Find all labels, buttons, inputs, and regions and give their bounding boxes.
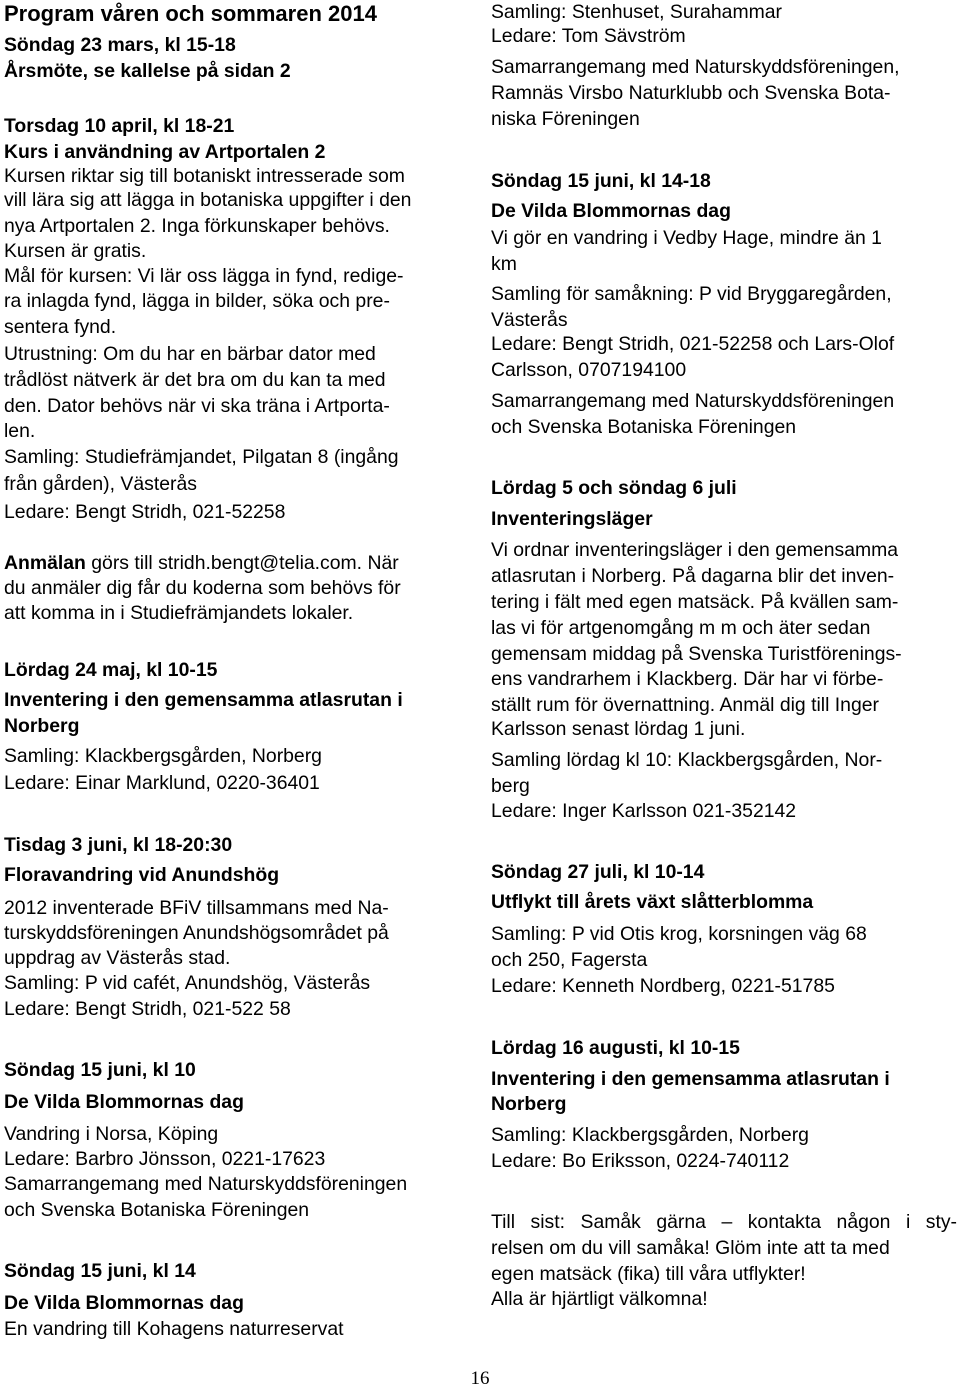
right-line-24: Karlsson senast lördag 1 juni. xyxy=(491,718,746,740)
left-line-3: Torsdag 10 april, kl 18-21 xyxy=(4,115,235,137)
left-line-17: från gården), Västerås xyxy=(4,473,197,495)
left-line-35: De Vilda Blommornas dag xyxy=(4,1091,244,1113)
left-line-32: Samling: P vid cafét, Anundshög, Västerås xyxy=(4,972,371,994)
left-line-20: du anmäler dig får du koderna som behövs för xyxy=(4,577,401,599)
left-line-27: Tisdag 3 juni, kl 18-20:30 xyxy=(4,834,233,856)
right-line-14: och Svenska Botaniska Föreningen xyxy=(491,416,797,438)
left-line-0: Program våren och sommaren 2014 xyxy=(4,1,377,26)
right-line-8: km xyxy=(491,253,517,275)
left-line-19: Anmälan görs till stridh.bengt@telia.com. När xyxy=(4,552,399,574)
left-line-16: Samling: Studiefrämjandet, Pilgatan 8 (ingång xyxy=(4,446,399,468)
right-line-3: Ramnäs Virsbo Naturklubb och Svenska Bota- xyxy=(491,82,891,104)
left-line-37: Ledare: Barbro Jönsson, 0221-17623 xyxy=(4,1148,326,1170)
left-line-31: uppdrag av Västerås stad. xyxy=(4,947,231,969)
right-line-26: berg xyxy=(491,775,530,797)
right-line-7: Vi gör en vandring i Vedby Hage, mindre än 1 xyxy=(491,227,882,249)
left-line-6: vill lära sig att lägga in botaniska uppgifter i den xyxy=(4,189,412,211)
right-line-21: gemensam middag på Svenska Turistförenings- xyxy=(491,643,902,665)
right-line-33: Lördag 16 augusti, kl 10-15 xyxy=(491,1037,740,1059)
left-line-39: och Svenska Botaniska Föreningen xyxy=(4,1199,310,1221)
right-line-35: Norberg xyxy=(491,1093,567,1115)
right-line-29: Utflykt till årets växt slåtterblomma xyxy=(491,891,814,913)
right-line-15: Lördag 5 och söndag 6 juli xyxy=(491,477,737,499)
right-line-17: Vi ordnar inventeringsläger i den gemensamma xyxy=(491,539,899,561)
right-line-10: Västerås xyxy=(491,309,568,331)
left-line-25: Samling: Klackbergsgården, Norberg xyxy=(4,745,322,767)
left-line-18: Ledare: Bengt Stridh, 021-52258 xyxy=(4,501,286,523)
page-number: 16 xyxy=(470,1368,490,1389)
left-line-5: Kursen riktar sig till botaniskt intresserade som xyxy=(4,165,405,187)
right-line-1: Ledare: Tom Sävström xyxy=(491,25,686,47)
right-line-39: relsen om du vill samåka! Glöm inte att ta med xyxy=(491,1237,890,1259)
right-line-18: atlasrutan i Norberg. På dagarna blir det inven- xyxy=(491,565,895,587)
left-line-12: Utrustning: Om du har en bärbar dator med xyxy=(4,343,376,365)
right-line-2: Samarrangemang med Naturskyddsföreningen, xyxy=(491,56,900,78)
left-line-29: 2012 inventerade BFiV tillsammans med Na- xyxy=(4,897,389,919)
right-line-38: Till sist: Samåk gärna – kontakta någon i sty- xyxy=(491,1211,957,1233)
right-line-32: Ledare: Kenneth Nordberg, 0221-51785 xyxy=(491,975,835,997)
left-line-34: Söndag 15 juni, kl 10 xyxy=(4,1059,196,1081)
anmalan-label: Anmälan xyxy=(4,552,86,574)
left-line-41: De Vilda Blommornas dag xyxy=(4,1292,244,1314)
right-line-36: Samling: Klackbergsgården, Norberg xyxy=(491,1124,809,1146)
left-line-9: Mål för kursen: Vi lär oss lägga in fynd, redige- xyxy=(4,265,404,287)
left-line-38: Samarrangemang med Naturskyddsföreningen xyxy=(4,1173,408,1195)
left-line-24: Norberg xyxy=(4,715,80,737)
left-line-36: Vandring i Norsa, Köping xyxy=(4,1123,219,1145)
right-line-40: egen matsäck (fika) till våra utflykter! xyxy=(491,1263,806,1285)
left-line-10: ra inlagda fynd, lägga in bilder, söka och pre- xyxy=(4,290,390,312)
left-line-30: turskyddsföreningen Anundshögsområdet på xyxy=(4,922,389,944)
left-line-4: Kurs i användning av Artportalen 2 xyxy=(4,141,326,163)
right-line-23: ställt rum för övernattning. Anmäl dig till Inger xyxy=(491,694,879,716)
left-line-22: Lördag 24 maj, kl 10-15 xyxy=(4,659,218,681)
left-line-11: sentera fynd. xyxy=(4,316,117,338)
right-line-22: ens vandrarhem i Klackberg. Där har vi förbe- xyxy=(491,668,884,690)
right-line-13: Samarrangemang med Naturskyddsföreningen xyxy=(491,390,895,412)
right-line-0: Samling: Stenhuset, Surahammar xyxy=(491,1,783,23)
left-line-42: En vandring till Kohagens naturreservat xyxy=(4,1318,344,1340)
right-line-5: Söndag 15 juni, kl 14-18 xyxy=(491,170,711,192)
left-line-26: Ledare: Einar Marklund, 0220-36401 xyxy=(4,772,320,794)
left-line-28: Floravandring vid Anundshög xyxy=(4,864,280,886)
left-line-7: nya Artportalen 2. Inga förkunskaper behövs. xyxy=(4,215,390,237)
left-line-14: den. Dator behövs när vi ska träna i Artporta- xyxy=(4,395,390,417)
right-line-19: tering i fält med egen matsäck. På kvällen sam- xyxy=(491,591,899,613)
right-line-30: Samling: P vid Otis krog, korsningen väg 68 xyxy=(491,923,867,945)
right-line-27: Ledare: Inger Karlsson 021-352142 xyxy=(491,800,797,822)
left-line-8: Kursen är gratis. xyxy=(4,240,147,262)
right-line-16: Inventeringsläger xyxy=(491,508,653,530)
left-line-21: att komma in i Studiefrämjandets lokaler. xyxy=(4,602,354,624)
right-line-4: niska Föreningen xyxy=(491,108,640,130)
right-line-12: Carlsson, 0707194100 xyxy=(491,359,687,381)
left-line-2: Årsmöte, se kallelse på sidan 2 xyxy=(4,60,291,82)
right-line-6: De Vilda Blommornas dag xyxy=(491,200,731,222)
left-line-1: Söndag 23 mars, kl 15-18 xyxy=(4,34,236,56)
right-line-34: Inventering i den gemensamma atlasrutan i xyxy=(491,1068,890,1090)
left-line-33: Ledare: Bengt Stridh, 021-522 58 xyxy=(4,998,291,1020)
right-line-11: Ledare: Bengt Stridh, 021-52258 och Lars-Olof xyxy=(491,333,895,355)
right-line-9: Samling för samåkning: P vid Bryggaregården, xyxy=(491,283,892,305)
left-line-40: Söndag 15 juni, kl 14 xyxy=(4,1260,196,1282)
right-line-20: las vi för artgenomgång m m och äter sedan xyxy=(491,617,871,639)
right-line-41: Alla är hjärtligt välkomna! xyxy=(491,1288,708,1310)
left-line-13: trådlöst nätverk är det bra om du kan ta med xyxy=(4,369,386,391)
left-line-15: len. xyxy=(4,420,36,442)
left-line-23: Inventering i den gemensamma atlasrutan i xyxy=(4,689,403,711)
right-line-25: Samling lördag kl 10: Klackbergsgården, Nor- xyxy=(491,749,883,771)
right-line-31: och 250, Fagersta xyxy=(491,949,648,971)
right-line-28: Söndag 27 juli, kl 10-14 xyxy=(491,861,705,883)
right-line-37: Ledare: Bo Eriksson, 0224-740112 xyxy=(491,1150,790,1172)
